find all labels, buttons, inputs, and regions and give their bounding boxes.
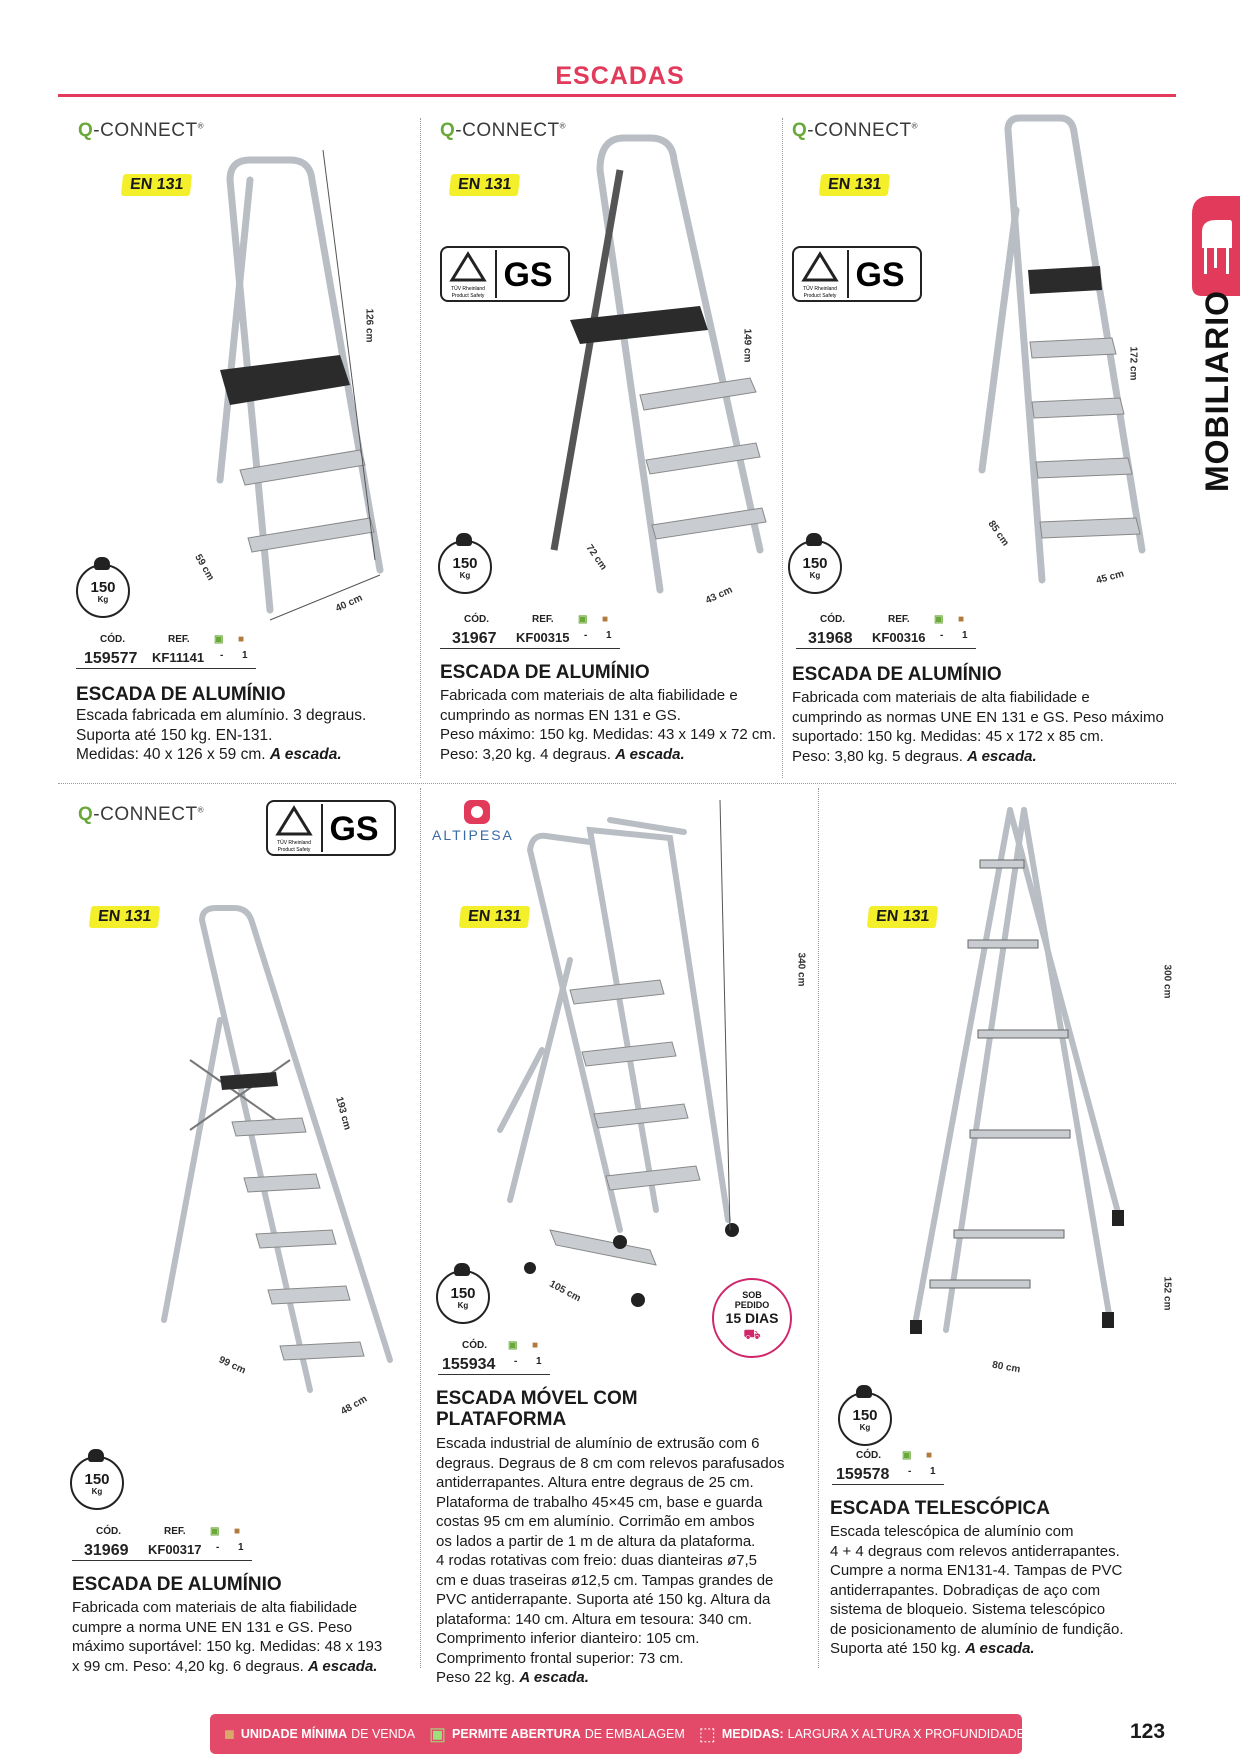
product-title: ESCADA DE ALUMÍNIO [72,1574,282,1595]
en131-badge: EN 131 [121,174,193,196]
en131-badge: EN 131 [449,174,521,196]
column-divider [420,788,421,1668]
tuv-gs-logo [792,246,922,302]
box-icon: ■ [224,1723,235,1744]
en131-badge: EN 131 [867,906,939,928]
product-description: Escada industrial de alumínio de extrusão com 6 degraus. Degraus de 8 cm com relevos parafusados antiderrapantes. Altura entre degraus de 25 cm. Plataforma de trabalho 45×45 cm, base e guarda costas 95 cm em alumínio. Corrimão em ambos os lados a partir de 1 m de altura da plataforma. 4 rodas rotativas com freio: duas dianteiras ø7,5 cm e duas traseiras ø12,5 cm. Tampas grandes de PVC antiderrapante. Suporta até 150 kg. Altura da plataforma: 140 cm. Altura em tesoura: 340 cm. Comprimento inferior dianteiro: 105 cm. Comprimento frontal superior: 73 cm. Peso 22 kg. A escada. [436,1435,785,1686]
page-number: 123 [1130,1720,1166,1743]
product-description: Fabricada com materiais de alta fiabilidade e cumprindo as normas UNE EN 131 e GS. Peso máximo suportado: 150 kg. Medidas: 45 x 172 x 85 cm. Peso: 3,80 kg. 5 degraus. A escada. [792,689,1164,765]
ladder-image [150,900,410,1400]
open-box-icon: ▣ [934,614,944,625]
product-description: Escada fabricada em alumínio. 3 degraus. Suporta até 150 kg. EN-131. Medidas: 40 x 126 x 59 cm. A escada. [76,707,367,763]
column-divider [782,118,783,778]
brand-logo: Q-CONNECT® [78,804,204,825]
ladder-image [470,810,790,1310]
measure-icon: ⬚ [698,1723,716,1744]
legend-measures: ⬚ MEDIDAS: LARGURA X ALTURA X PROFUNDIDADE [698,1723,1025,1744]
legend-bar [210,1714,1025,1754]
open-box-icon: ▣ [578,614,588,625]
en131-badge: EN 131 [89,906,161,928]
dim-width: 40 cm [334,592,365,615]
max-weight-badge: 150 Kg [70,1456,124,1510]
max-weight-badge: 150 Kg [838,1392,892,1446]
dim-depth: 85 cm [985,518,1011,549]
column-divider [420,118,421,778]
product-codes: CÓD. REF. ▣ ■ 31967 KF00315 - 1 [440,614,620,654]
box-icon: ■ [958,614,965,625]
en131-badge: EN 131 [819,174,891,196]
product-description: Escada telescópica de alumínio com 4 + 4 degraus com relevos antiderrapantes. Cumpre a norma EN131-4. Tampas de PVC antiderrapantes. Dobradiças de aço com sistema de bloqueio. Sistema telescópico de posicionamento de alumínio de fundição. Suporta até 150 kg. A escada. [830,1523,1124,1657]
open-box-icon: ▣ [210,1526,220,1537]
truck-icon: ⛟ [743,1326,761,1342]
product-title: ESCADA DE ALUMÍNIO [792,664,1002,685]
product-title: ESCADA TELESCÓPICA [830,1498,1050,1519]
dim-height-closed: 152 cm [1161,1276,1173,1311]
svg-text:TÜV Rheinland: TÜV Rheinland [277,840,311,846]
sob-pedido-badge: SOB PEDIDO 15 DIAS ⛟ [712,1278,792,1358]
legend-open-pack: ▣ PERMITE ABERTURA DE EMBALAGEM [429,1723,685,1744]
brand-logo: Q-CONNECT® [78,120,204,141]
open-box-icon: ▣ [214,634,224,645]
box-icon: ■ [532,1340,539,1351]
dim-width: 80 cm [991,1359,1022,1376]
product-title: ESCADA DE ALUMÍNIO [76,684,286,705]
tuv-gs-logo [266,800,396,856]
dimension-lines [240,150,420,640]
dim-width: 48 cm [339,1393,370,1418]
svg-text:TÜV Rheinland: TÜV Rheinland [803,286,837,292]
svg-text:GS: GS [329,810,379,848]
dim-height: 149 cm [741,328,753,363]
max-weight-badge: 150 Kg [438,540,492,594]
product-title: ESCADA DE ALUMÍNIO [440,662,650,683]
svg-text:GS: GS [503,256,553,294]
product-codes: CÓD. ▣ ■ 155934 - 1 [438,1340,550,1380]
dim-height: 340 cm [795,952,807,987]
product-codes: CÓD. ▣ ■ 159578 - 1 [832,1450,944,1490]
page-title: ESCADAS [555,62,685,90]
product-codes: CÓD. REF. ▣ ■ 31968 KF00316 - 1 [796,614,976,654]
en131-badge: EN 131 [459,906,531,928]
product-description: Fabricada com materiais de alta fiabilidade cumpre a norma UNE EN 131 e GS. Peso máximo suportável: 150 kg. Medidas: 48 x 193 x 99 cm. Peso: 4,20 kg. 6 degraus. A escada. [72,1599,383,1675]
dim-height: 300 cm [1161,964,1173,999]
ladder-image [910,800,1180,1370]
box-icon: ■ [234,1526,241,1537]
open-box-icon: ▣ [429,1723,447,1744]
dim-depth: 72 cm [583,542,609,573]
legend-min-unit: ■ UNIDADE MÍNIMA DE VENDA [224,1723,416,1744]
row-divider [58,783,1176,784]
dim-width: 45 cm [1095,568,1126,587]
box-icon: ■ [238,634,245,645]
dim-depth: 105 cm [547,1278,583,1305]
dim-depth: 99 cm [217,1354,248,1377]
max-weight-badge: 150 Kg [436,1270,490,1324]
dim-height: 126 cm [363,308,375,343]
box-icon: ■ [926,1450,933,1461]
max-weight-badge: 150 Kg [788,540,842,594]
svg-text:GS: GS [855,256,905,294]
title-rule [58,94,1176,97]
box-icon: ■ [602,614,609,625]
product-title: ESCADA MÓVEL COM PLATAFORMA [436,1388,638,1430]
brand-logo: Q-CONNECT® [440,120,566,141]
svg-text:ALTIPESA: ALTIPESA [432,827,514,843]
dim-depth: 59 cm [192,552,217,583]
svg-text:Product Safety: Product Safety [803,293,837,299]
side-tab-label: MOBILIARIO [1199,290,1235,492]
product-codes: CÓD. REF. ▣ ■ 159577 KF11141 - 1 [76,634,256,674]
chair-icon [1202,220,1232,274]
dim-width: 43 cm [704,584,735,607]
dim-height: 193 cm [333,1095,353,1132]
dim-height: 172 cm [1127,346,1139,381]
product-description: Fabricada com materiais de alta fiabilidade e cumprindo as normas EN 131 e GS. Peso máximo: 150 kg. Medidas: 43 x 149 x 72 cm. Peso: 3,20 kg. 4 degraus. A escada. [440,687,776,763]
ladder-image [520,130,780,610]
svg-text:Product Safety: Product Safety [451,293,485,299]
brand-logo: Q-CONNECT® [792,120,918,141]
product-codes: CÓD. REF. ▣ ■ 31969 KF00317 - 1 [72,1526,252,1566]
open-box-icon: ▣ [902,1450,912,1461]
column-divider [818,788,819,1668]
svg-text:Product Safety: Product Safety [277,847,311,853]
svg-text:TÜV Rheinland: TÜV Rheinland [451,286,485,292]
open-box-icon: ▣ [508,1340,518,1351]
dimension-lines [700,800,740,1240]
max-weight-badge: 150 Kg [76,564,130,618]
